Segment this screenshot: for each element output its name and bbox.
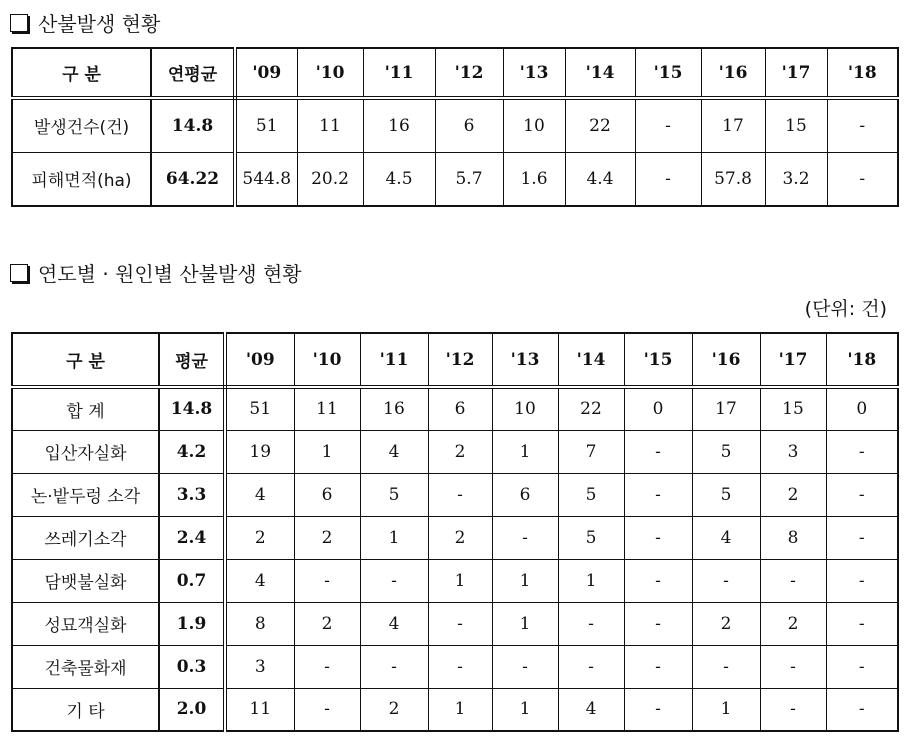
cause-header-cell: '18 xyxy=(826,333,898,387)
cause-cell: - xyxy=(428,602,492,645)
cause-cell: 2.4 xyxy=(159,516,225,559)
cause-cell: - xyxy=(826,602,898,645)
cause-row-label: 담뱃불실화 xyxy=(12,559,159,602)
occurrence-cell: - xyxy=(635,152,701,206)
cause-cell: 1 xyxy=(492,559,558,602)
cause-table-row xyxy=(12,516,898,559)
cause-cell: 2 xyxy=(428,430,492,473)
section2-title xyxy=(10,258,302,287)
cause-cell: 1 xyxy=(492,688,558,731)
cause-table-row xyxy=(12,602,898,645)
cause-row-label: 입산자실화 xyxy=(12,430,159,473)
cause-cell: 5 xyxy=(558,473,624,516)
cause-cell: 6 xyxy=(294,473,360,516)
occurrence-table-row xyxy=(12,98,898,152)
cause-cell: 6 xyxy=(428,387,492,430)
cause-cell: - xyxy=(692,559,760,602)
occurrence-header-cell: '14 xyxy=(565,48,635,98)
occurrence-header-cell: '16 xyxy=(701,48,765,98)
cause-header-cell: '16 xyxy=(692,333,760,387)
occurrence-header-cell: '18 xyxy=(827,48,898,98)
occurrence-cell: 4.5 xyxy=(363,152,435,206)
occurrence-table-row xyxy=(12,152,898,206)
occurrence-cell: 64.22 xyxy=(151,152,235,206)
occurrence-cell: 11 xyxy=(297,98,363,152)
occurrence-cell: 22 xyxy=(565,98,635,152)
occurrence-cell: 10 xyxy=(503,98,565,152)
wildfire-cause-table xyxy=(11,332,899,732)
cause-cell: 3.3 xyxy=(159,473,225,516)
occurrence-cell: 1.6 xyxy=(503,152,565,206)
cause-cell: - xyxy=(826,430,898,473)
cause-cell: 2 xyxy=(294,602,360,645)
cause-cell: 1 xyxy=(428,559,492,602)
cause-cell: 4 xyxy=(692,516,760,559)
section1-title xyxy=(10,8,160,37)
cause-cell: - xyxy=(826,688,898,731)
cause-cell: 14.8 xyxy=(159,387,225,430)
cause-cell: - xyxy=(294,688,360,731)
cause-cell: 22 xyxy=(558,387,624,430)
cause-cell: 7 xyxy=(558,430,624,473)
cause-cell: 2 xyxy=(692,602,760,645)
cause-header-cell: '15 xyxy=(624,333,692,387)
occurrence-header-cell: '13 xyxy=(503,48,565,98)
cause-cell: 1 xyxy=(558,559,624,602)
cause-table-row xyxy=(12,559,898,602)
cause-cell: - xyxy=(826,516,898,559)
occurrence-cell: 4.4 xyxy=(565,152,635,206)
cause-cell: - xyxy=(826,645,898,688)
cause-cell: - xyxy=(826,473,898,516)
cause-cell: 1 xyxy=(492,430,558,473)
cause-header-cell: '17 xyxy=(760,333,826,387)
cause-cell: 4 xyxy=(360,602,428,645)
cause-cell: - xyxy=(760,688,826,731)
occurrence-cell: 17 xyxy=(701,98,765,152)
occurrence-cell: 3.2 xyxy=(765,152,827,206)
cause-cell: 4 xyxy=(225,559,294,602)
cause-cell: - xyxy=(624,688,692,731)
occurrence-row-label: 발생건수(건) xyxy=(12,98,151,152)
cause-cell: - xyxy=(428,473,492,516)
cause-row-label: 논·밭두렁 소각 xyxy=(12,473,159,516)
checkbox-square-icon xyxy=(10,14,28,32)
cause-cell: 1 xyxy=(360,516,428,559)
cause-header-cell: '11 xyxy=(360,333,428,387)
cause-cell: 2 xyxy=(428,516,492,559)
checkbox-square-icon xyxy=(10,264,28,282)
cause-cell: 1 xyxy=(692,688,760,731)
cause-cell: 5 xyxy=(692,473,760,516)
cause-cell: - xyxy=(624,559,692,602)
cause-header-cell: '13 xyxy=(492,333,558,387)
cause-cell: 5 xyxy=(360,473,428,516)
cause-cell: - xyxy=(558,602,624,645)
occurrence-header-row xyxy=(12,48,898,98)
occurrence-cell: 15 xyxy=(765,98,827,152)
occurrence-cell: 544.8 xyxy=(235,152,297,206)
cause-cell: - xyxy=(760,559,826,602)
cause-header-cell: '10 xyxy=(294,333,360,387)
cause-cell: - xyxy=(760,645,826,688)
cause-cell: 0.3 xyxy=(159,645,225,688)
cause-table-row xyxy=(12,688,898,731)
cause-cell: 1 xyxy=(492,602,558,645)
cause-cell: 1.9 xyxy=(159,602,225,645)
occurrence-cell: 51 xyxy=(235,98,297,152)
cause-table-row xyxy=(12,473,898,516)
cause-cell: 4 xyxy=(360,430,428,473)
cause-cell: - xyxy=(294,645,360,688)
cause-header-cell: 평균 xyxy=(159,333,225,387)
cause-cell: 4.2 xyxy=(159,430,225,473)
cause-cell: 0.7 xyxy=(159,559,225,602)
cause-cell: 6 xyxy=(492,473,558,516)
cause-cell: 16 xyxy=(360,387,428,430)
cause-cell: 2 xyxy=(294,516,360,559)
cause-header-cell: '09 xyxy=(225,333,294,387)
cause-cell: 15 xyxy=(760,387,826,430)
cause-cell: 11 xyxy=(294,387,360,430)
cause-cell: 2 xyxy=(760,473,826,516)
unit-label: (단위: 건) xyxy=(804,298,887,320)
cause-cell: - xyxy=(624,645,692,688)
occurrence-row-label: 피해면적(ha) xyxy=(12,152,151,206)
occurrence-header-cell: '09 xyxy=(235,48,297,98)
cause-cell: 3 xyxy=(225,645,294,688)
occurrence-header-cell: 연평균 xyxy=(151,48,235,98)
section1-title-text: 산불발생 현황 xyxy=(38,12,161,36)
occurrence-cell: - xyxy=(827,98,898,152)
wildfire-occurrence-table xyxy=(11,47,899,207)
cause-row-label: 기 타 xyxy=(12,688,159,731)
cause-cell: 19 xyxy=(225,430,294,473)
cause-cell: - xyxy=(624,473,692,516)
cause-cell: 5 xyxy=(692,430,760,473)
cause-cell: 2 xyxy=(760,602,826,645)
cause-cell: - xyxy=(492,516,558,559)
cause-cell: 1 xyxy=(294,430,360,473)
occurrence-header-cell: '17 xyxy=(765,48,827,98)
cause-cell: 0 xyxy=(826,387,898,430)
cause-cell: - xyxy=(360,559,428,602)
cause-cell: - xyxy=(826,559,898,602)
occurrence-header-cell: '15 xyxy=(635,48,701,98)
cause-cell: 3 xyxy=(760,430,826,473)
occurrence-cell: 20.2 xyxy=(297,152,363,206)
cause-cell: 2.0 xyxy=(159,688,225,731)
cause-cell: 10 xyxy=(492,387,558,430)
cause-cell: - xyxy=(294,559,360,602)
occurrence-header-cell: '12 xyxy=(435,48,503,98)
cause-cell: 4 xyxy=(225,473,294,516)
cause-cell: 8 xyxy=(225,602,294,645)
occurrence-header-cell: '10 xyxy=(297,48,363,98)
cause-cell: 51 xyxy=(225,387,294,430)
cause-header-row xyxy=(12,333,898,387)
cause-header-cell: '12 xyxy=(428,333,492,387)
cause-cell: 1 xyxy=(428,688,492,731)
cause-cell: - xyxy=(492,645,558,688)
cause-cell: - xyxy=(558,645,624,688)
cause-row-label: 성묘객실화 xyxy=(12,602,159,645)
cause-cell: 11 xyxy=(225,688,294,731)
cause-row-label: 쓰레기소각 xyxy=(12,516,159,559)
cause-row-label: 합 계 xyxy=(12,387,159,430)
cause-cell: - xyxy=(624,602,692,645)
cause-cell: 2 xyxy=(225,516,294,559)
cause-table-row xyxy=(12,387,898,430)
cause-header-cell: 구 분 xyxy=(12,333,159,387)
cause-cell: 0 xyxy=(624,387,692,430)
cause-table-row xyxy=(12,430,898,473)
cause-cell: - xyxy=(428,645,492,688)
occurrence-cell: 14.8 xyxy=(151,98,235,152)
cause-cell: - xyxy=(692,645,760,688)
cause-cell: 5 xyxy=(558,516,624,559)
occurrence-header-cell: '11 xyxy=(363,48,435,98)
occurrence-cell: - xyxy=(635,98,701,152)
cause-cell: 2 xyxy=(360,688,428,731)
cause-cell: - xyxy=(624,516,692,559)
cause-cell: - xyxy=(360,645,428,688)
occurrence-cell: 57.8 xyxy=(701,152,765,206)
cause-cell: 8 xyxy=(760,516,826,559)
cause-cell: 4 xyxy=(558,688,624,731)
occurrence-cell: 6 xyxy=(435,98,503,152)
cause-table-row xyxy=(12,645,898,688)
cause-cell: 17 xyxy=(692,387,760,430)
occurrence-cell: - xyxy=(827,152,898,206)
occurrence-cell: 5.7 xyxy=(435,152,503,206)
occurrence-header-cell: 구 분 xyxy=(12,48,151,98)
cause-row-label: 건축물화재 xyxy=(12,645,159,688)
section2-title-text: 연도별 · 원인별 산불발생 현황 xyxy=(38,262,302,286)
cause-cell: - xyxy=(624,430,692,473)
occurrence-cell: 16 xyxy=(363,98,435,152)
cause-header-cell: '14 xyxy=(558,333,624,387)
